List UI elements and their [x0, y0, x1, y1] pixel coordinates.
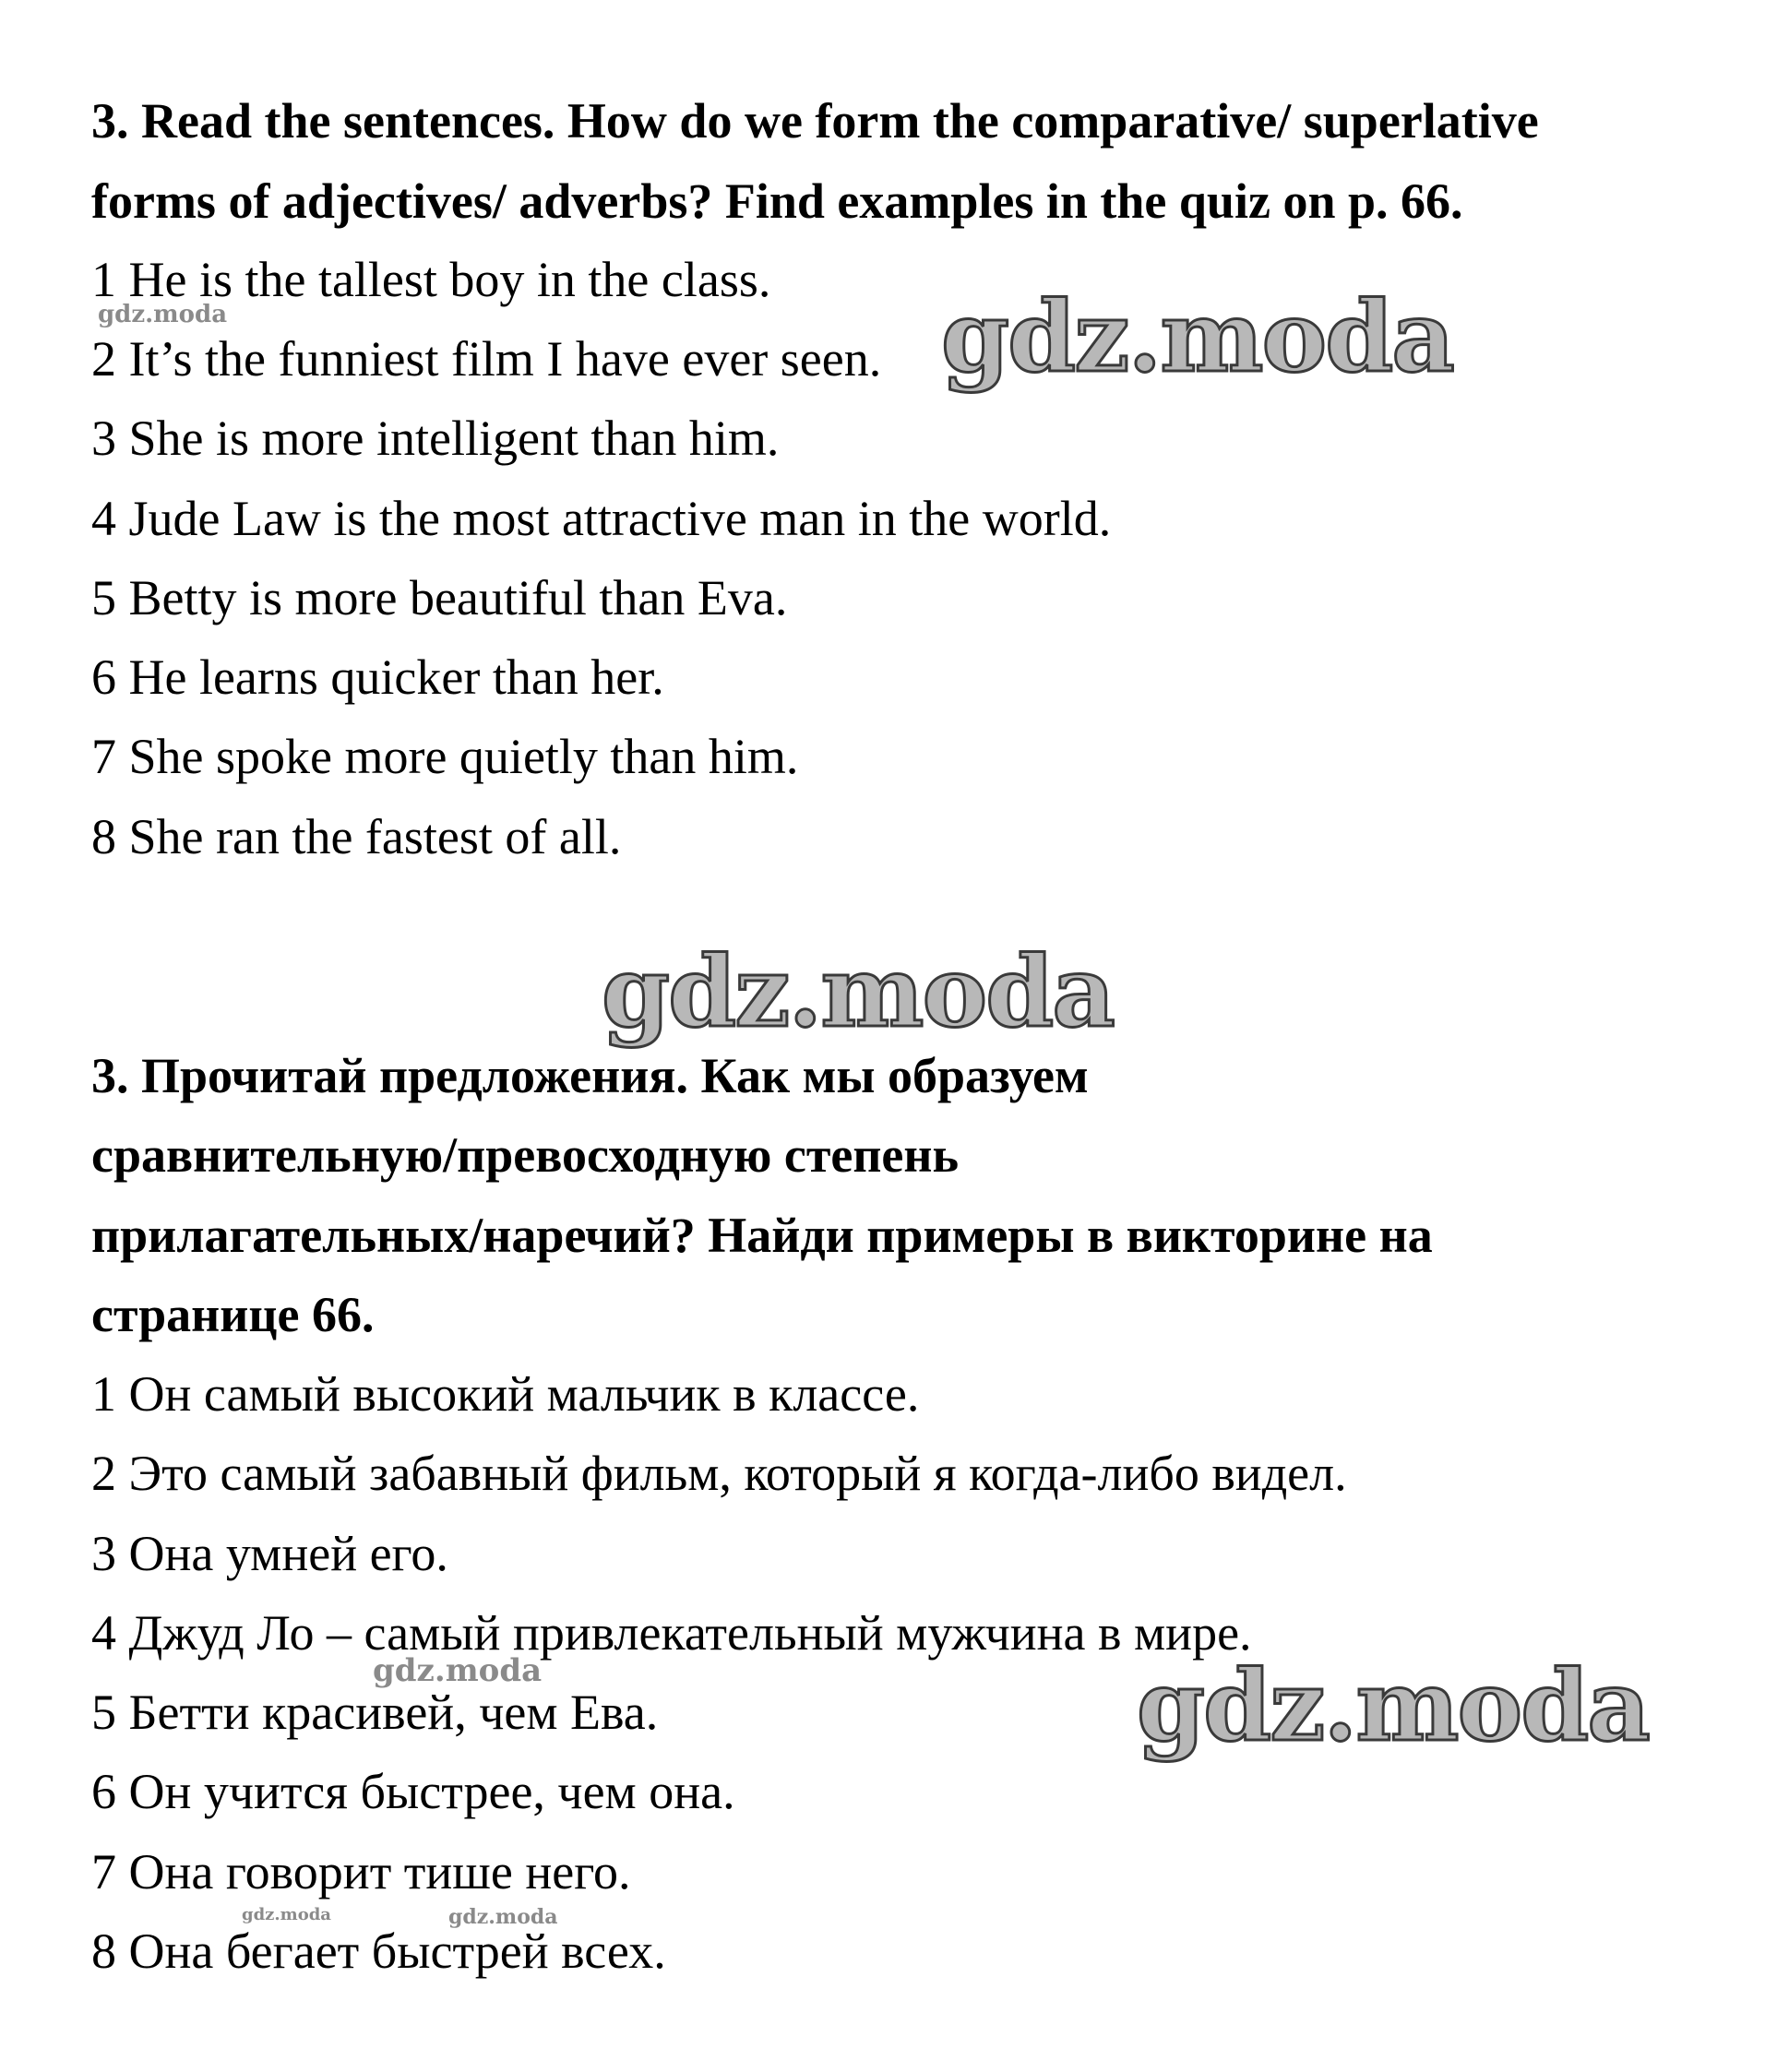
english-heading-line-1: 3. Read the sentences. How do we form the comparative/ superlative [91, 93, 1539, 149]
watermark-large: gdz.moda [941, 279, 1453, 394]
english-sentence-6: 6 He learns quicker than her. [91, 649, 664, 705]
russian-sentence-3: 3 Она умней его. [91, 1526, 448, 1581]
russian-sentence-2: 2 Это самый забавный фильм, который я когда-либо видел. [91, 1446, 1347, 1501]
watermark-small: gdz.moda [448, 1905, 558, 1929]
russian-heading-line-4: странице 66. [91, 1287, 375, 1342]
watermark-small: gdz.moda [373, 1652, 543, 1689]
russian-sentence-1: 1 Он самый высокий мальчик в классе. [91, 1366, 920, 1422]
russian-sentence-6: 6 Он учится быстрее, чем она. [91, 1764, 735, 1819]
english-sentence-3: 3 She is more intelligent than him. [91, 411, 780, 466]
english-sentence-7: 7 She spoke more quietly than him. [91, 729, 799, 784]
english-heading-line-2: forms of adjectives/ adverbs? Find examples in the quiz on p. 66. [91, 173, 1463, 229]
watermark-small: gdz.moda [98, 301, 228, 328]
watermark-large: gdz.moda [1137, 1648, 1649, 1763]
russian-sentence-5: 5 Бетти красивей, чем Ева. [91, 1685, 659, 1740]
russian-heading-line-3: прилагательных/наречий? Найди примеры в викторине на [91, 1208, 1433, 1263]
english-sentence-4: 4 Jude Law is the most attractive man in the world. [91, 491, 1112, 546]
russian-sentence-7: 7 Она говорит тише него. [91, 1844, 631, 1899]
russian-sentence-8: 8 Она бегает быстрей всех. [91, 1923, 666, 1979]
english-sentence-5: 5 Betty is more beautiful than Eva. [91, 570, 788, 625]
russian-heading-line-1: 3. Прочитай предложения. Как мы образуем [91, 1048, 1089, 1103]
english-sentence-1: 1 He is the tallest boy in the class. [91, 252, 771, 307]
watermark-small: gdz.moda [242, 1905, 331, 1924]
russian-heading-line-2: сравнительную/превосходную степень [91, 1127, 960, 1183]
english-sentence-2: 2 It’s the funniest film I have ever seen. [91, 331, 882, 387]
russian-sentence-4: 4 Джуд Ло – самый привлекательный мужчина в мире. [91, 1605, 1252, 1661]
english-sentence-8: 8 She ran the fastest of all. [91, 809, 622, 864]
watermark-large: gdz.moda [602, 934, 1114, 1049]
